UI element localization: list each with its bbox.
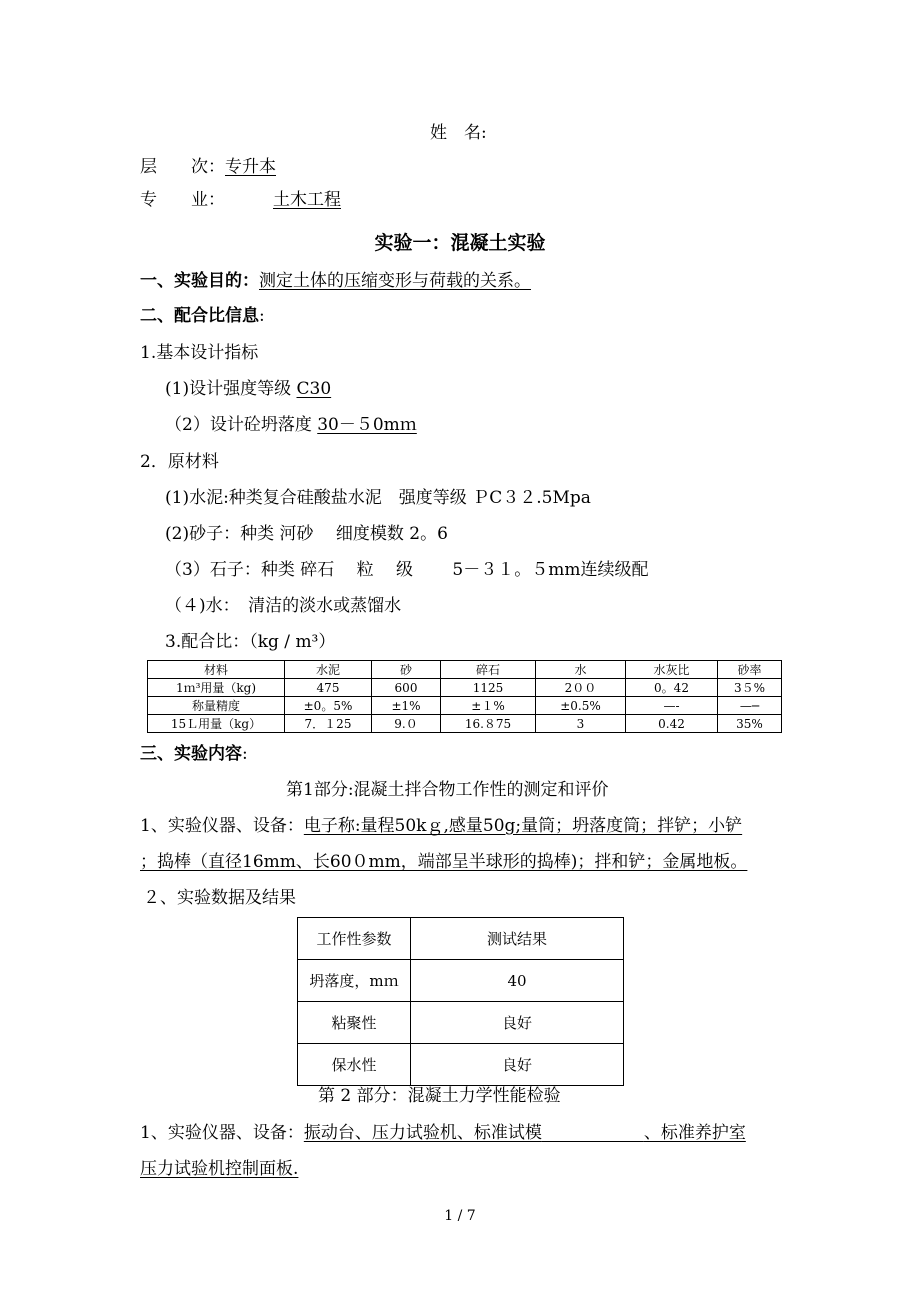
part2-title: 第 2 部分：混凝土力学性能检验 bbox=[318, 1086, 561, 1106]
table-row bbox=[148, 679, 782, 697]
table-cell: 保水性 bbox=[298, 1044, 411, 1086]
table-cell: ±0.5% bbox=[536, 697, 626, 715]
equip2-row bbox=[140, 1122, 746, 1144]
table-row bbox=[298, 1044, 624, 1086]
table-row bbox=[298, 1002, 624, 1044]
table-cell: 称量精度 bbox=[148, 697, 285, 715]
equip2-text1: 振动台、压力试验机、标准试模 bbox=[303, 1123, 542, 1143]
data-title: ２、实验数据及结果 bbox=[143, 888, 296, 908]
section1-row bbox=[140, 270, 531, 292]
table-cell: 0.42 bbox=[626, 715, 718, 733]
mix-ratio-table bbox=[147, 660, 782, 733]
table-cell: 3 bbox=[536, 715, 626, 733]
table-cell: 1125 bbox=[441, 679, 536, 697]
slump-row bbox=[165, 414, 417, 436]
table-cell: 15Ｌ用量（kg） bbox=[148, 715, 285, 733]
table-cell: 16.８75 bbox=[441, 715, 536, 733]
table-cell: 35% bbox=[718, 715, 782, 733]
equip2-label: 1、实验仪器、设备： bbox=[140, 1123, 304, 1143]
table-cell: 粘聚性 bbox=[298, 1002, 411, 1044]
section2-label: 二、配合比信息 bbox=[140, 306, 259, 326]
section3-colon: : bbox=[242, 744, 248, 764]
slump-value: 30－５0mｍ bbox=[317, 415, 417, 435]
equip2-text2: 、标准养护室 bbox=[643, 1123, 746, 1143]
strength-value: C30 bbox=[296, 379, 332, 399]
section2-colon: : bbox=[259, 306, 265, 326]
table-header-cell: 砂 bbox=[372, 661, 441, 679]
ratio-title: 3.配合比：（kg / m³） bbox=[165, 632, 336, 652]
name-label: 姓 名: bbox=[430, 123, 487, 143]
table-cell: 7．１25 bbox=[285, 715, 372, 733]
table-cell: 2００ bbox=[536, 679, 626, 697]
part1-title: 第1部分:混凝土拌合物工作性的测定和评价 bbox=[286, 780, 609, 800]
table-row bbox=[148, 715, 782, 733]
table-cell: —─ bbox=[718, 697, 782, 715]
materials-title: 2．原材料 bbox=[140, 452, 219, 472]
table-cell: 0。42 bbox=[626, 679, 718, 697]
table-header-cell: 砂率 bbox=[718, 661, 782, 679]
table-header-row bbox=[298, 918, 624, 960]
table-cell: 40 bbox=[411, 960, 624, 1002]
table-cell: 3５% bbox=[718, 679, 782, 697]
strength-label: (1)设计强度等级 bbox=[165, 379, 292, 399]
table-cell: —- bbox=[626, 697, 718, 715]
major-label: 专 业： bbox=[140, 190, 225, 210]
section1-text: 测定土体的压缩变形与荷载的关系。 bbox=[259, 271, 531, 291]
table-cell: 9.０ bbox=[372, 715, 441, 733]
table-header-cell: 水 bbox=[536, 661, 626, 679]
table-cell: ±１% bbox=[441, 697, 536, 715]
table-cell: 坍落度，mｍ bbox=[298, 960, 411, 1002]
table-cell: 良好 bbox=[411, 1044, 624, 1086]
level-value: 专升本 bbox=[225, 157, 276, 177]
table-row bbox=[148, 697, 782, 715]
table-header-cell: 碎石 bbox=[441, 661, 536, 679]
equip2-gap bbox=[542, 1123, 644, 1143]
page-number: 1 / 7 bbox=[444, 1208, 476, 1224]
basic-title: 1.基本设计指标 bbox=[140, 343, 259, 363]
section3-label: 三、实验内容 bbox=[140, 744, 242, 764]
table-header-cell: 水泥 bbox=[285, 661, 372, 679]
cement-line: (1)水泥:种类复合硅酸盐水泥 强度等级 ＰC３２.5Mpa bbox=[165, 488, 591, 508]
workability-table bbox=[297, 917, 624, 1086]
major-row bbox=[140, 189, 341, 211]
table-cell: 600 bbox=[372, 679, 441, 697]
section1-label: 一、实验目的： bbox=[140, 271, 259, 291]
table-header-cell: 工作性参数 bbox=[298, 918, 411, 960]
equip2-row2 bbox=[140, 1158, 298, 1180]
equip2-text3: 压力试验机控制面板. bbox=[140, 1159, 299, 1179]
sand-line: (2)砂子：种类 河砂 细度模数 2。6 bbox=[165, 524, 448, 544]
table-header-cell: 水灰比 bbox=[626, 661, 718, 679]
equip1-row bbox=[140, 815, 742, 837]
equip1-text2: ；捣棒（直径16mm、长60０mm，端部呈半球形的捣棒)；拌和铲；金属地板。 bbox=[140, 852, 748, 872]
section2-row bbox=[140, 305, 265, 327]
level-label: 层 次： bbox=[140, 157, 225, 177]
page-title: 实验一：混凝土实验 bbox=[374, 232, 546, 254]
table-row bbox=[298, 960, 624, 1002]
level-row bbox=[140, 156, 276, 178]
equip1-text: 电子称:量程50kｇ,感量50g;量筒；坍落度筒；拌铲；小铲 bbox=[303, 816, 743, 836]
major-value: 土木工程 bbox=[273, 190, 341, 210]
table-cell: 良好 bbox=[411, 1002, 624, 1044]
table-header-row bbox=[148, 661, 782, 679]
table-cell: 1ｍ³用量（kg) bbox=[148, 679, 285, 697]
table-cell: 475 bbox=[285, 679, 372, 697]
stone-line: （3）石子：种类 碎石 粒 级 5－３１。５mm连续级配 bbox=[165, 560, 649, 580]
equip1-row2 bbox=[140, 851, 747, 873]
table-header-cell: 测试结果 bbox=[411, 918, 624, 960]
section3-row bbox=[140, 743, 248, 765]
table-header-cell: 材料 bbox=[148, 661, 285, 679]
slump-label: （2）设计砼坍落度 bbox=[165, 415, 312, 435]
equip1-label: 1、实验仪器、设备： bbox=[140, 816, 304, 836]
table-cell: ±0。5% bbox=[285, 697, 372, 715]
strength-row bbox=[165, 378, 331, 400]
table-cell: ±1% bbox=[372, 697, 441, 715]
water-line: （４)水： 清洁的淡水或蒸馏水 bbox=[165, 596, 402, 616]
